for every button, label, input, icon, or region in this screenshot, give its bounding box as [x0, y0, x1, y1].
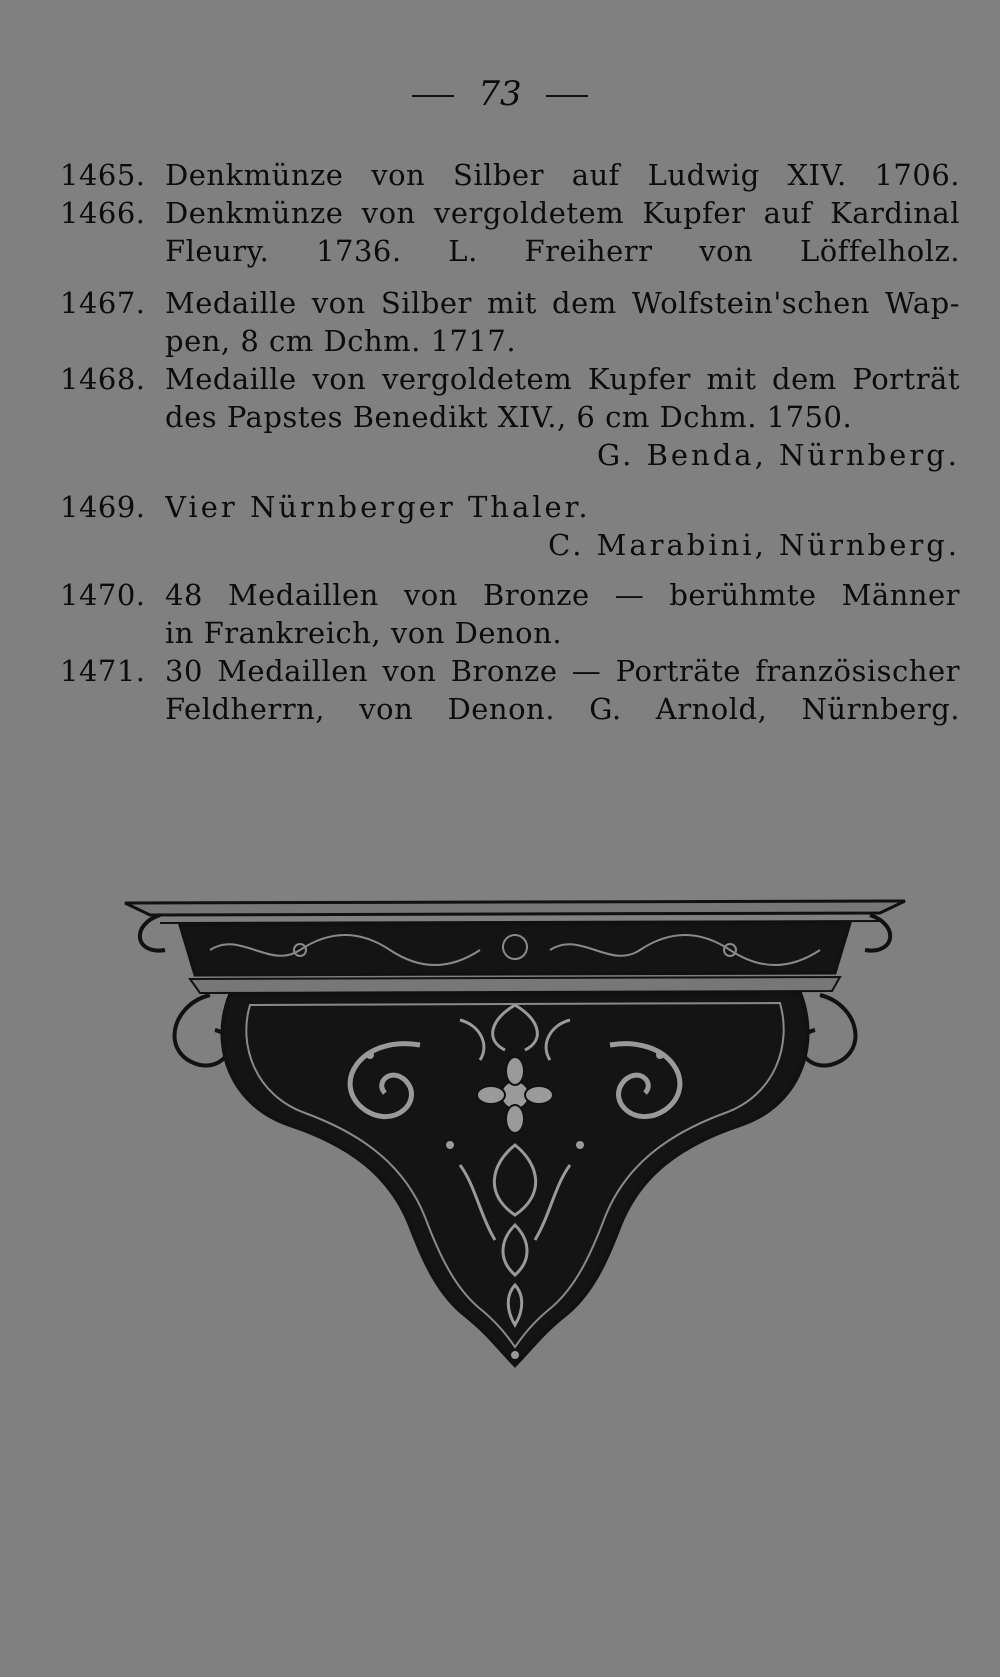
ornament-top-ledge — [125, 901, 905, 915]
entry-number: 1466. — [60, 196, 146, 230]
page-number-text: 73 — [478, 74, 522, 114]
entry-line: Medaille von vergoldetem Kupfer mit dem Porträt — [165, 362, 960, 396]
entry-line: Denkmünze von vergoldetem Kupfer auf Kardinal — [165, 196, 960, 230]
entry-line: in Frankreich, von Denon. — [165, 616, 563, 650]
entry-number: 1467. — [60, 286, 146, 320]
entry-number: 1465. — [60, 158, 146, 192]
baroque-tailpiece-ornament-icon — [120, 895, 910, 1375]
entry-line: 30 Medaillen von Bronze — Porträte französischer — [165, 654, 960, 688]
entry-line: Vier Nürnberger Thaler. — [165, 490, 591, 524]
catalog-entry-1470 — [60, 576, 960, 652]
entry-number: 1469. — [60, 490, 146, 524]
catalog-entry-1467 — [60, 284, 960, 360]
entry-number: 1468. — [60, 362, 146, 396]
entry-number: 1471. — [60, 654, 146, 688]
catalog-entry-1471 — [60, 652, 960, 728]
ornament-bracket-body — [223, 993, 808, 1365]
page-number-dash-left — [412, 95, 454, 97]
entry-line: pen, 8 cm Dchm. 1717. — [165, 324, 517, 358]
catalog-entry-1469 — [60, 488, 960, 564]
entry-number: 1470. — [60, 578, 146, 612]
entry-line: Medaille von Silber mit dem Wolfstein'schen Wap- — [165, 286, 960, 320]
page-number-dash-right — [546, 95, 588, 97]
catalog-entry-1468 — [60, 360, 960, 474]
entry-donor: C. Marabini, Nürnberg. — [548, 528, 960, 562]
entry-line: des Papstes Benedikt XIV., 6 cm Dchm. 1750. — [165, 400, 853, 434]
page-number — [0, 74, 1000, 114]
entry-line: 48 Medaillen von Bronze — berühmte Männer — [165, 578, 960, 612]
catalog-entry-1466 — [60, 194, 960, 270]
entry-donor: G. Benda, Nürnberg. — [597, 438, 960, 472]
entry-line: Feldherrn, von Denon. G. Arnold, Nürnberg. — [165, 692, 960, 726]
entry-line: Denkmünze von Silber auf Ludwig XIV. 1706. — [165, 158, 960, 192]
catalog-entry-1465 — [60, 156, 960, 194]
ornament-frieze-band — [180, 923, 850, 975]
entry-line: Fleury. 1736. L. Freiherr von Löffelholz. — [165, 234, 960, 268]
